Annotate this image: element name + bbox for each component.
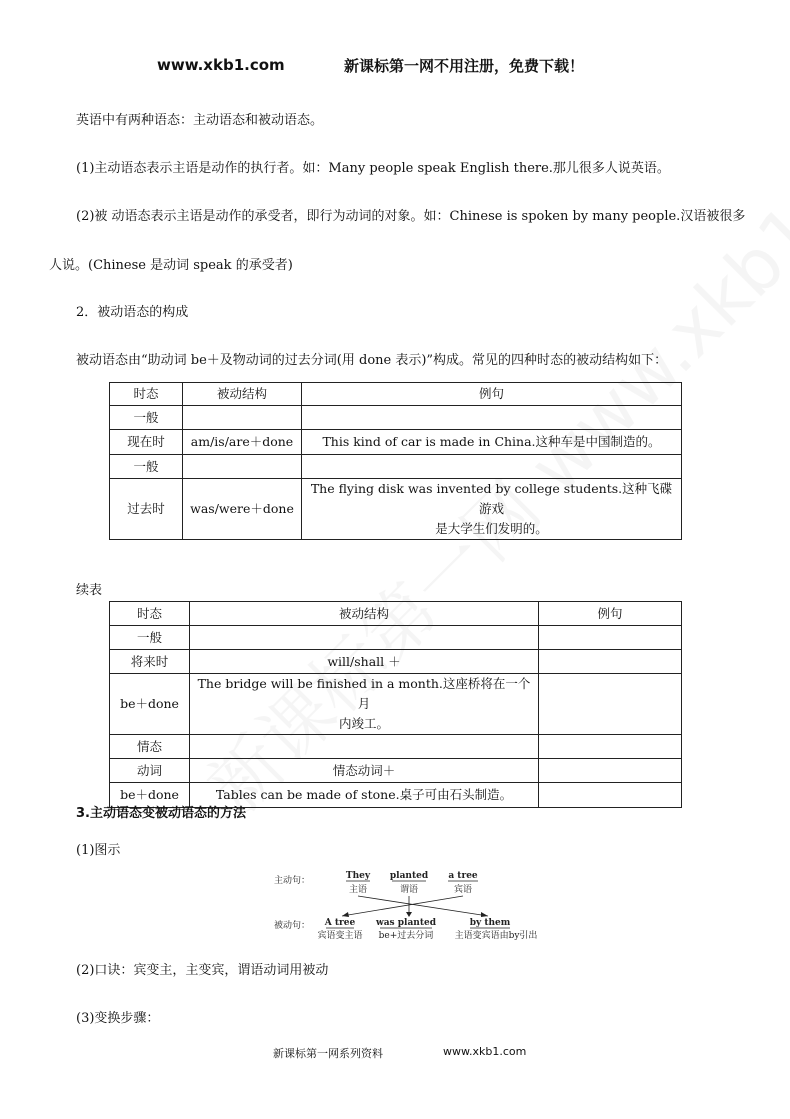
table-cell	[190, 674, 539, 735]
table-cell: 将来时	[110, 650, 190, 674]
passive-agent-role: 主语变宾语由by引出	[454, 931, 538, 941]
table-cell: 情态	[110, 735, 190, 759]
passive-voice-paragraph-line2: 人说。(Chinese 是动词 speak 的承受者)	[49, 258, 293, 273]
active-verb-role: 谓语	[399, 885, 419, 895]
table-cell: was/were＋done	[183, 479, 302, 540]
footer-series-label: 新课标第一网系列资料	[273, 1047, 383, 1060]
passive-voice-paragraph-line1: (2)被 动语态表示主语是动作的承受者，即行为动词的对象。如：Chinese is spoken by many people.汉语被很多	[76, 209, 746, 224]
passive-agent-word: by them	[469, 918, 511, 928]
active-object-word: a tree	[448, 871, 478, 881]
voice-transformation-diagram	[270, 866, 550, 946]
table-cell-line: The bridge will be finished in a month.这座桥将在一个月	[197, 676, 531, 711]
subject-to-agent-arrow	[358, 896, 488, 916]
table-cell	[539, 626, 682, 650]
table-cell: 现在时	[110, 430, 183, 455]
active-voice-paragraph: (1)主动语态表示主语是动作的执行者。如：Many people speak English there.那儿很多人说英语。	[76, 161, 670, 176]
table-header-cell: 例句	[302, 383, 682, 406]
table-header-row	[110, 602, 682, 626]
table-row	[110, 759, 682, 783]
table-cell	[539, 759, 682, 783]
header-slogan: 新课标第一网不用注册，免费下载！	[344, 57, 585, 75]
table-cell: 一般	[110, 455, 183, 479]
table-cell	[539, 674, 682, 735]
table-cell	[539, 735, 682, 759]
footer-site-link[interactable]: www.xkb1.com	[443, 1045, 527, 1058]
table-header-cell: 被动结构	[183, 383, 302, 406]
object-to-subject-arrow	[342, 896, 463, 916]
table-cell	[190, 626, 539, 650]
table-cell	[539, 783, 682, 808]
table-row	[110, 674, 682, 735]
table-header-cell: 例句	[539, 602, 682, 626]
table-cell-line: The flying disk was invented by college students.这种飞碟游戏	[310, 481, 673, 516]
table-cell: be＋done	[110, 783, 190, 808]
table-cell	[190, 735, 539, 759]
passive-verb-word: was planted	[375, 918, 437, 928]
table-cell: 情态动词＋	[190, 759, 539, 783]
intro-paragraph: 英语中有两种语态：主动语态和被动语态。	[76, 113, 324, 128]
section-2-heading: 2．被动语态的构成	[76, 305, 189, 320]
table-cell: be＋done	[110, 674, 190, 735]
diagram-label: (1)图示	[76, 843, 121, 858]
active-sentence-label: 主动句：	[274, 876, 311, 886]
table-row	[110, 406, 682, 430]
table-cell: Tables can be made of stone.桌子可由石头制造。	[190, 783, 539, 808]
table-cell: 一般	[110, 406, 183, 430]
table-header-cell: 时态	[110, 602, 190, 626]
continued-label: 续表	[76, 583, 103, 598]
passive-subject-role: 宾语变主语	[317, 931, 363, 941]
table-cell	[539, 650, 682, 674]
table-cell	[183, 455, 302, 479]
steps-heading: (3)变换步骤：	[76, 1011, 160, 1026]
table-header-cell: 被动结构	[190, 602, 539, 626]
table-cell-line: 内竣工。	[338, 716, 389, 731]
table-row	[110, 479, 682, 540]
passive-verb-role: be+过去分词	[378, 931, 434, 941]
table-cell: This kind of car is made in China.这种车是中国制造的。	[302, 430, 682, 455]
active-object-role: 宾语	[453, 885, 473, 895]
table-header-cell: 时态	[110, 383, 183, 406]
table-cell: 动词	[110, 759, 190, 783]
table-cell	[302, 479, 682, 540]
table-row	[110, 735, 682, 759]
table-cell	[302, 406, 682, 430]
passive-subject-word: A tree	[324, 918, 356, 928]
active-verb-word: planted	[389, 871, 429, 881]
table-cell	[302, 455, 682, 479]
header-site-link[interactable]: www.xkb1.com	[157, 56, 285, 74]
active-subject-word: They	[345, 871, 371, 881]
table-row	[110, 430, 682, 455]
passive-structure-table	[109, 382, 682, 540]
table-row	[110, 455, 682, 479]
table-row	[110, 650, 682, 674]
table-cell-line: 是大学生们发明的。	[435, 521, 548, 536]
table-cell: 一般	[110, 626, 190, 650]
passive-structure-table-continued	[109, 601, 682, 808]
section-3-heading: 3.主动语态变被动语态的方法	[76, 806, 246, 821]
table-cell	[183, 406, 302, 430]
active-subject-role: 主语	[348, 885, 368, 895]
table-row	[110, 626, 682, 650]
mnemonic-paragraph: (2)口诀：宾变主，主变宾，谓语动词用被动	[76, 963, 329, 978]
table-cell: 过去时	[110, 479, 183, 540]
table-cell: will/shall ＋	[190, 650, 539, 674]
table-header-row	[110, 383, 682, 406]
passive-sentence-label: 被动句：	[274, 921, 311, 931]
table-cell: am/is/are＋done	[183, 430, 302, 455]
formation-paragraph: 被动语态由“助动词 be＋及物动词的过去分词(用 done 表示)”构成。常见的四种时态的被动结构如下：	[76, 353, 668, 368]
